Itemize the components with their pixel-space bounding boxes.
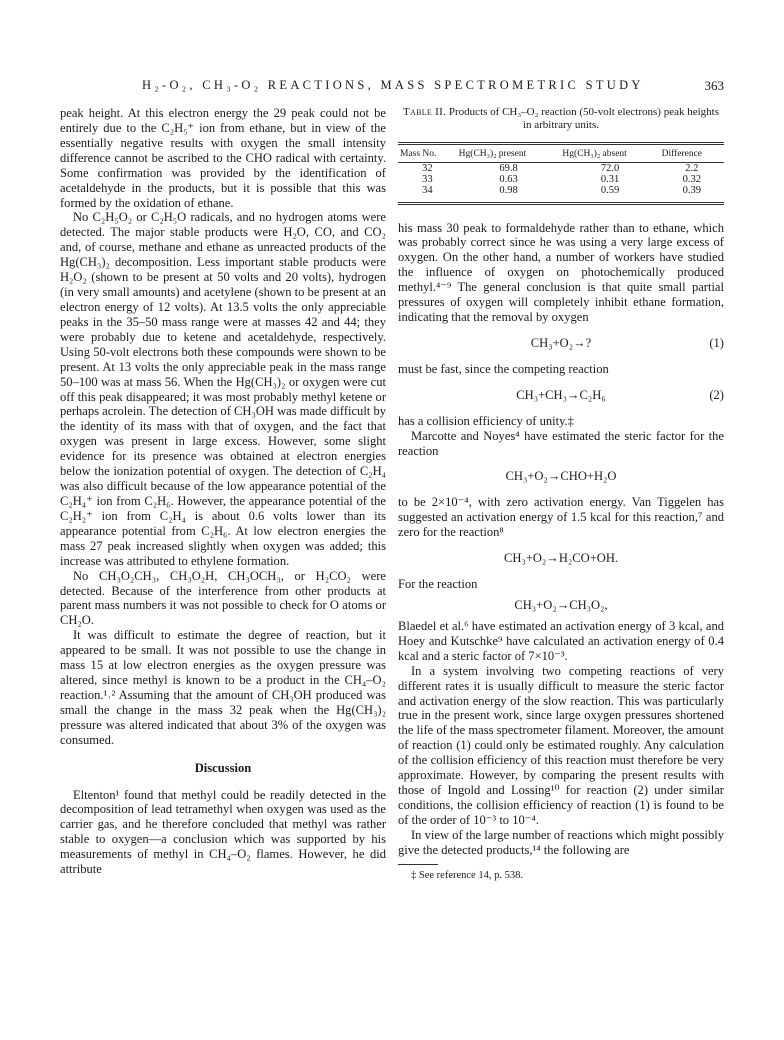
column-header: Hg(CH₃)₂ present <box>458 149 527 159</box>
table-label: Table II. <box>403 106 447 118</box>
paragraph: In view of the large number of reactions which might possibly give the detected products,¹⁴ the following are <box>398 827 724 857</box>
paragraph: Blaedel et al.⁶ have estimated an activation energy of 3 kcal, and Hoey and Kutschke⁹ have calculated an activation energy of 0.4 kcal and a steric factor of 7×10⁻³. <box>398 618 724 663</box>
table-cell: 0.63 <box>499 173 518 185</box>
paragraph: No C₂H₅O₂ or C₂H₅O radicals, and no hydrogen atoms were detected. The major stable products were H₂O, CO, and CO₂ and, of course, methane and ethane as unreacted products of the Hg(CH₃)₂ decomposition. Less important stable products were H₂O₂ (shown to be present at 50 volts and 20 volts), hydrogen (in very small amounts) and acetylene (shown to be present at an electron energy of 12 volts). At 13.5 volts the only appreciable peaks in the 35–50 mass range were at masses 42 and 44; they were probably due to ketene and acetaldehyde, respectively. Using 50-volt electrons both these compounds were shown to be present. At 13 volts the only appreciable peak in the mass range 50–100 was at mass 56. When the Hg(CH₃)₂ or oxygen were cut off this peak disappeared; it was most probably methyl ketene or perhaps acrolein. The detection of CH₃OH was made difficult by the identity of its mass with that of oxygen, and the fact that oxygen was present in large excess. However, some slight evidence for its presence was obtained at electron energies below the ionization potential of oxygen. The detection of C₂H₄ was also difficult because of the low appearance potential of the C₂H₄⁺ ion from C₂H₆. However, the appearance potential of the C₂H₂⁺ ion from C₂H₄ is about 0.6 volts lower than its appearance potential from C₂H₆. At low electron energies the mass 27 peak increased slightly when oxygen was added; this increase was attributed to ethylene formation. <box>60 210 386 568</box>
table-row <box>398 162 724 174</box>
section-heading: Discussion <box>194 760 252 775</box>
paragraph: It was difficult to estimate the degree of reaction, but it appeared to be small. It was not possible to use the change in mass 15 at low electron energies as the oxygen pressure was altered, since methyl is known to be a product in the CH₄–O₂ reaction.¹˒² Assuming that the amount of CH₃OH produced was small the change in the mass 32 peak when the Hg(CH₃)₂ pressure was altered indicated that about 3% of the oxygen was consumed. <box>60 628 386 747</box>
table-caption <box>398 106 724 132</box>
paragraph: For the reaction <box>398 577 478 592</box>
table-row <box>398 185 724 204</box>
running-title: H₂-O₂, CH₃-O₂ REACTIONS, MASS SPECTROMETRIC STUDY <box>142 78 644 92</box>
table-cell: 0.39 <box>682 184 701 196</box>
table-header-row <box>398 144 724 163</box>
table-cell: 0.31 <box>600 173 620 185</box>
paragraph: Eltenton¹ found that methyl could be readily detected in the decomposition of lead tetramethyl when oxygen was used as the carrier gas, and he therefore concluded that methyl was rather stable to oxygen—a conclusion which was supported by his measurements of methyl in CH₄–O₂ flames. However, he did attribute <box>60 787 386 877</box>
paragraph: No CH₃O₂CH₃, CH₃O₂H, CH₃OCH₃, or H₂CO₂ were detected. Because of the interference from other products at parent mass numbers it was not possible to check for O atoms or CH₂O. <box>60 568 386 628</box>
paragraph: to be 2×10⁻⁴, with zero activation energy. Van Tiggelen has suggested an activation energy of 1.5 kcal for this reaction,⁷ and zero for the reaction⁸ <box>398 495 724 540</box>
left-column <box>60 106 386 877</box>
paragraph: In a system involving two competing reactions of very different rates it is usually difficult to measure the steric factor and activation energy of the slow reaction. This was particularly true in the present work, since large oxygen pressures shortened the life of the mass spectrometer filament. Moreover, the amount of reaction (1) could only be estimated roughly. Any calculation of the collision efficiency of this reaction must therefore be very approximate. However, by comparing the present results with those of Ingold and Lossing¹⁰ for reaction (2) under similar conditions, the collision efficiency of reaction (1) is found to be of the order of 10⁻³ to 10⁻⁴. <box>398 663 724 827</box>
equation <box>398 336 724 351</box>
table-cell: 0.59 <box>600 184 620 196</box>
paragraph: peak height. At this electron energy the 29 peak could not be entirely due to the C₂H₅⁺ ion from ethane, but in view of the essentially negative results with oxygen the small intensity difference cannot be ascribed to the CHO radical with certainty. Some confirmation was provided by the identification of acetaldehyde in the products, but it is possible that this was formed by the oxidation of ethane. <box>60 106 386 210</box>
footnote: ‡ See reference 14, p. 538. <box>411 869 523 881</box>
page-number: 363 <box>704 78 724 93</box>
equation <box>398 598 724 613</box>
equation-text: CH₃+O₂→H₂CO+OH. <box>503 551 619 566</box>
column-header: Mass No. <box>400 149 437 159</box>
data-table <box>398 142 724 205</box>
paragraph: must be fast, since the competing reaction <box>398 361 609 376</box>
table-cell: 0.32 <box>682 173 701 185</box>
equation-number: (1) <box>709 335 724 350</box>
table-cell: 69.8 <box>499 162 518 174</box>
table-cell: 33 <box>422 173 433 185</box>
column-header: Difference <box>661 149 703 159</box>
running-head <box>60 78 724 96</box>
table-caption-text: Products of CH₃–O₂ reaction (50-volt electrons) peak heights in arbitrary units. <box>448 106 719 131</box>
table-cell: 34 <box>422 184 433 196</box>
equation-text: CH₃+CH₃→C₂H₆ <box>516 387 606 402</box>
table-row <box>398 174 724 185</box>
table-cell: 32 <box>422 162 433 174</box>
equation-text: CH₃+O₂→CH₃O₂, <box>514 598 608 613</box>
equation <box>398 551 724 566</box>
equation-number: (2) <box>709 387 724 402</box>
table-cell: 0.98 <box>499 184 518 196</box>
equation <box>398 469 724 484</box>
table-cell: 72.0 <box>600 162 620 174</box>
right-column <box>398 106 724 882</box>
paragraph: has a collision efficiency of unity.‡ <box>398 413 574 428</box>
table-cell: 2.2 <box>685 162 699 174</box>
footnote-divider <box>398 864 438 865</box>
column-header: Hg(CH₃)₂ absent <box>562 149 627 159</box>
equation-text: CH₃+O₂→CHO+H₂O <box>505 469 617 484</box>
paragraph: Marcotte and Noyes⁴ have estimated the steric factor for the reaction <box>398 428 724 458</box>
paragraph: his mass 30 peak to formaldehyde rather than to ethane, which was probably correct since he was using a very large excess of oxygen. On the other hand, a number of workers have studied the influence of oxygen on photochemically produced methyl.⁴⁻⁹ The general conclusion is that quite small partial pressures of oxygen will completely inhibit ethane formation, indicating that the removal by oxygen <box>398 220 724 325</box>
equation <box>398 388 724 403</box>
equation-text: CH₃+O₂→? <box>530 335 592 350</box>
